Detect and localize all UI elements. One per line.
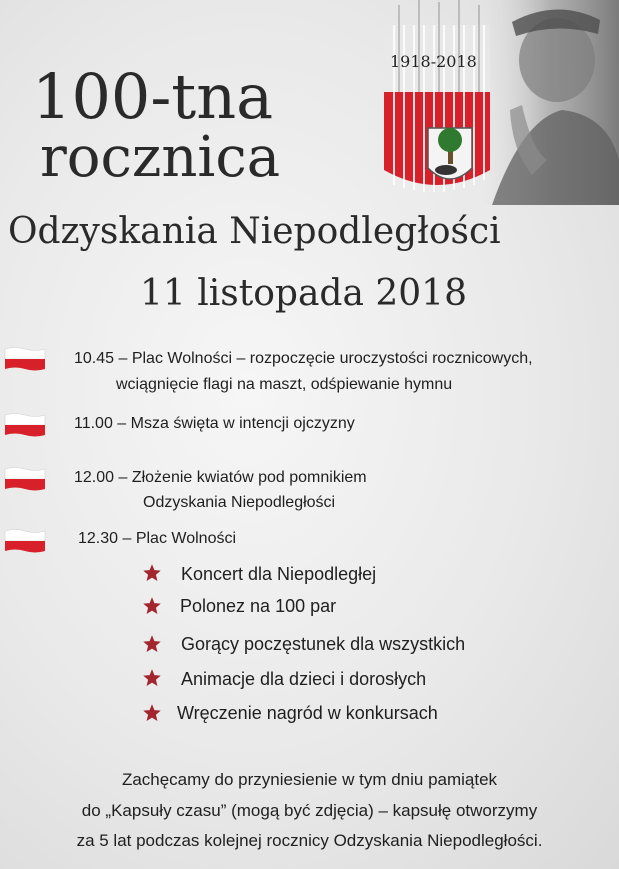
star-icon xyxy=(142,563,162,583)
footer-line-1: Zachęcamy do przyniesienie w tym dniu pamiątek xyxy=(121,770,498,789)
star-icon xyxy=(142,634,162,654)
event-date: 11 listopada 2018 xyxy=(140,273,467,314)
star-icon xyxy=(142,596,162,616)
title-line-3: Odzyskania Niepodległości xyxy=(8,211,501,252)
footer-line-2: do „Kapsuły czasu” (mogą być zdjęcia) – kapsułę otworzymy xyxy=(81,801,538,820)
subitem-4: Animacje dla dzieci i dorosłych xyxy=(181,669,427,689)
years-label: 1918-2018 xyxy=(390,52,477,71)
polish-flag-icon xyxy=(4,466,46,492)
star-icon xyxy=(142,668,162,688)
polish-flag-icon xyxy=(4,412,46,438)
title-line-2: rocznica xyxy=(40,125,281,190)
event-2-line-1: 11.00 – Msza święta w intencji ojczyzny xyxy=(74,415,355,432)
coat-of-arms-icon xyxy=(428,128,472,179)
emblem-graphic xyxy=(372,0,619,210)
event-1-line-1: 10.45 – Plac Wolności – rozpoczęcie uroczystości rocznicowych, xyxy=(74,350,533,367)
subitem-2: Polonez na 100 par xyxy=(180,596,337,616)
event-3-line-1: 12.00 – Złożenie kwiatów pod pomnikiem xyxy=(74,469,367,486)
event-4-line-1: 12.30 – Plac Wolności xyxy=(78,530,237,547)
polish-flag-icon xyxy=(4,528,46,554)
anniversary-emblem xyxy=(372,0,619,210)
subitem-5: Wręczenie nagród w konkursach xyxy=(177,703,438,723)
portrait-silhouette xyxy=(482,0,619,205)
polish-flag-icon xyxy=(4,346,46,372)
star-icon xyxy=(142,703,162,723)
subitem-3: Gorący poczęstunek dla wszystkich xyxy=(181,634,466,654)
subitem-1: Koncert dla Niepodległej xyxy=(181,564,377,584)
title-line-1: 100-tna xyxy=(32,60,274,133)
footer-line-3: za 5 lat podczas kolejnej rocznicy Odzyskania Niepodległości. xyxy=(76,831,543,850)
event-1-line-2: wciągnięcie flagi na maszt, odśpiewanie hymnu xyxy=(116,376,453,393)
event-3-line-2: Odzyskania Niepodległości xyxy=(143,494,336,511)
